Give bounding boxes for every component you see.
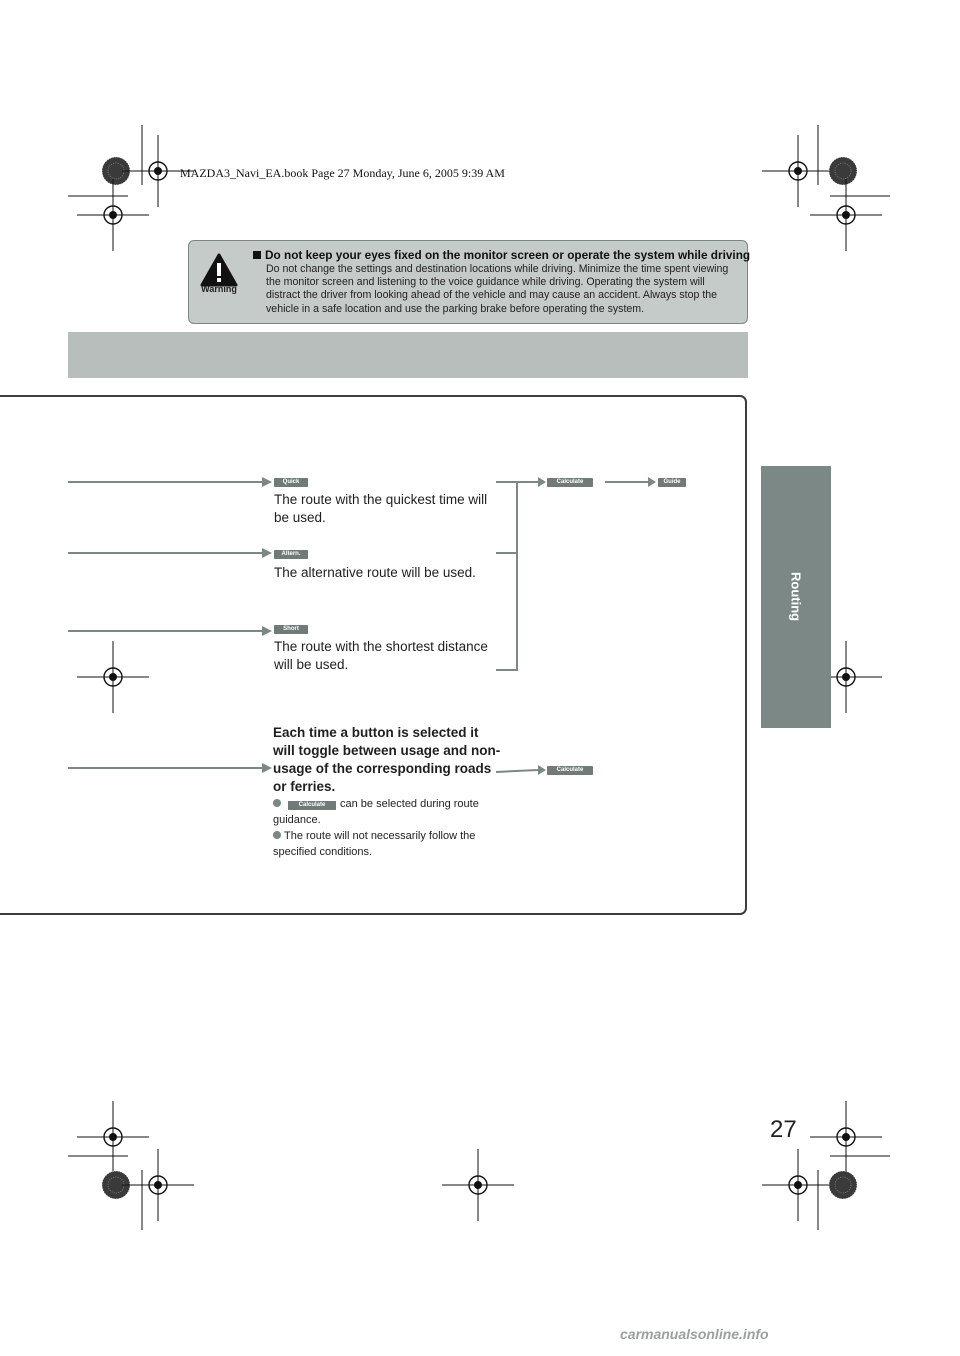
note-calculate-button: Calculate (288, 801, 336, 810)
bullet-icon (273, 799, 281, 807)
note-calculate: Calculate can be selected during route guidance. (273, 798, 479, 826)
calculate-button[interactable]: Calculate (547, 478, 593, 487)
warning-body: Do not change the settings and destination locations while driving. Minimize the time spent viewing the monitor screen and listening to the voice guidance while driving. Operating the system will distract the driver from looking ahead of the vehicle and may cause an accident. Always stop the vehicle in a safe location and use the parking brake before operating the system. (266, 263, 729, 315)
avoid-calculate-button[interactable]: Calculate (547, 766, 593, 775)
warning-label: Warning (201, 284, 237, 294)
side-tab-label: Routing (788, 572, 804, 622)
guide-button[interactable]: Guide (658, 478, 686, 487)
short-description: The route with the shortest distance will be used. (274, 639, 488, 672)
quick-button[interactable]: Quick (274, 478, 308, 487)
arrow-right-icon (538, 765, 546, 775)
bullet-icon (273, 831, 281, 839)
watermark: carmanualsonline.info (620, 1326, 769, 1342)
arrow-right-icon (262, 548, 272, 558)
arrow-right-icon (262, 763, 272, 773)
altern-button[interactable]: Altern. (274, 550, 308, 559)
note-conditions: The route will not necessarily follow the specified conditions. (273, 830, 476, 858)
altern-description: The alternative route will be used. (274, 565, 476, 580)
quick-description: The route with the quickest time will be used. (274, 492, 488, 525)
short-button[interactable]: Short (274, 625, 308, 634)
arrow-right-icon (262, 626, 272, 636)
arrow-right-icon (648, 477, 656, 487)
avoid-description: Each time a button is selected it will toggle between usage and non-usage of the corresponding roads or ferries. (273, 725, 501, 794)
arrow-right-icon (538, 477, 546, 487)
warning-title: Do not keep your eyes fixed on the monitor screen or operate the system while driving (253, 248, 750, 262)
book-header-line: MAZDA3_Navi_EA.book Page 27 Monday, June 6, 2005 9:39 AM (180, 166, 505, 180)
page-number: 27 (770, 1116, 797, 1143)
arrow-right-icon (262, 477, 272, 487)
